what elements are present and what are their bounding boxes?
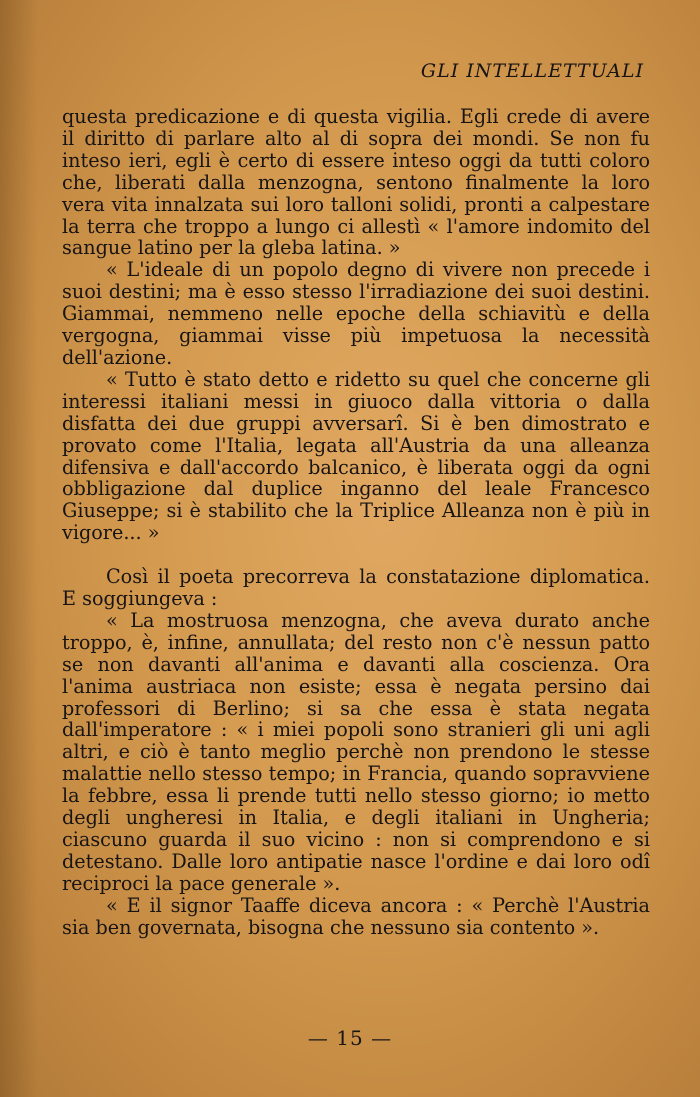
page-number: — 15 —: [307, 1026, 393, 1050]
paragraph-ideale: « L'ideale di un popolo degno di vivere non precede i suoi destini; ma è esso stesso l'irradiazione dei suoi destini. Giammai, nemmeno nelle epoche della schiavitù e della vergogna, giammai visse più impetuosa la necessità dell'azione.: [62, 258, 650, 369]
page-edge-shadow: [0, 0, 38, 1097]
paragraph-taaffe: « E il signor Taaffe diceva ancora : « Perchè l'Austria sia ben governata, bisogna che nessuno sia contento ».: [62, 893, 650, 939]
paragraph-continuation: questa predicazione e di questa vigilia. Egli crede di avere il diritto di parlare alto al di sopra dei mondi. Se non fu inteso ieri, egli è certo di essere inteso oggi da tutti coloro che, liberati dalla menzogna, sentono finalmente la loro vera vita innalzata sui loro talloni solidi, pronti a calpestare la terra che troppo a lungo ci allestì « l'amore indomito del sangue latino per la gleba latina. »: [62, 105, 650, 260]
body-text: [62, 106, 650, 939]
paragraph-menzogna: « La mostruosa menzogna, che aveva durato anche troppo, è, infine, annullata; del resto non c'è nessun patto se non davanti all'anima e davanti alla coscienza. Ora l'anima austriaca non esiste; essa è negata persino dai professori di Berlino; si sa che essa è stata negata dall'imperatore : « i miei popoli sono stranieri gli uni agli altri, e ciò è tanto meglio perchè non prendono le stesse malattie nello stesso tempo; in Francia, quando sopravviene la febbre, essa li prende tutti nello stesso giorno; io metto degli ungheresi in Italia, e degli italiani in Ungheria; ciascuno guarda il suo vicino : non si comprendono e si detestano. Dalle loro antipatie nasce l'ordine e dai loro odî reciproci la pace generale ».: [62, 608, 650, 895]
paragraph-cosi: Così il poeta precorreva la constatazione diplomatica. E soggiungeva :: [62, 565, 650, 611]
running-head: GLI INTELLETTUALI: [420, 60, 644, 82]
paragraph-tutto: « Tutto è stato detto e ridetto su quel che concerne gli interessi italiani messi in giuoco dalla vittoria o dalla disfatta dei due gruppi avversarî. Si è ben dimostrato e provato come l'Italia, legata all'Austria da una alleanza difensiva e dall'accordo balcanico, è liberata oggi da ogni obbligazione dal duplice inganno del leale Francesco Giuseppe; si è stabilito che la Triplice Alleanza non è più in vigore... »: [62, 367, 650, 545]
